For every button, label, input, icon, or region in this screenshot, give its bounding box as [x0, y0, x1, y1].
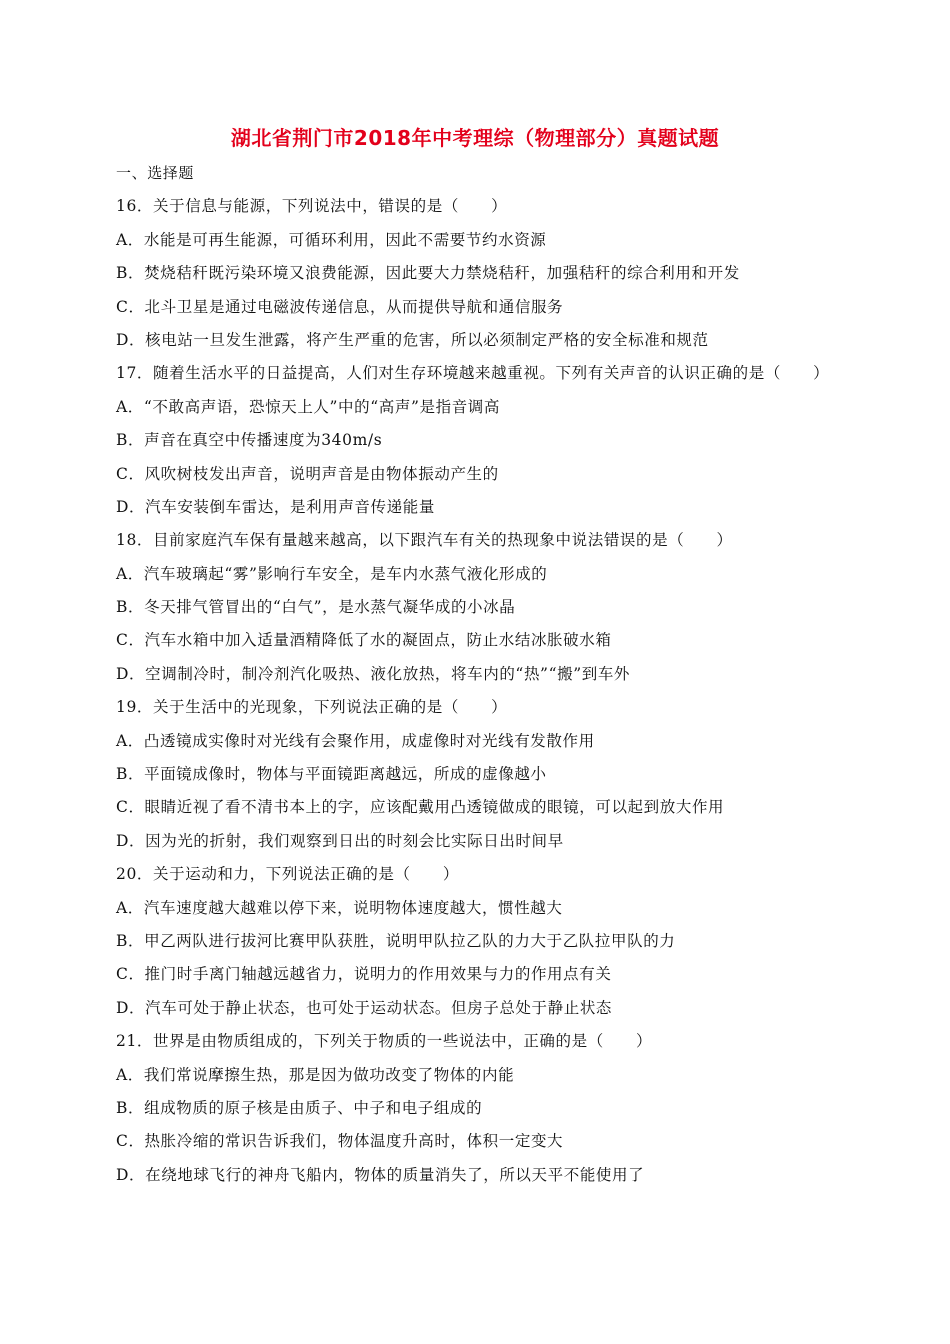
- option-c: C．眼睛近视了看不清书本上的字，应该配戴用凸透镜做成的眼镜，可以起到放大作用: [116, 798, 725, 817]
- question-18: [116, 528, 856, 695]
- question-19: [116, 695, 856, 862]
- option-b: B．平面镜成像时，物体与平面镜距离越远，所成的虚像越小: [116, 765, 547, 784]
- option-a: A．水能是可再生能源，可循环利用，因此不需要节约水资源: [116, 230, 547, 249]
- question-stem: 19．关于生活中的光现象，下列说法正确的是（ ）: [116, 698, 508, 717]
- question-stem: 18．目前家庭汽车保有量越来越高，以下跟汽车有关的热现象中说法错误的是（ ）: [116, 531, 733, 550]
- question-stem: 21．世界是由物质组成的，下列关于物质的一些说法中，正确的是（ ）: [116, 1032, 653, 1051]
- option-c: C．北斗卫星是通过电磁波传递信息，从而提供导航和通信服务: [116, 297, 564, 316]
- option-d: D．汽车安装倒车雷达，是利用声音传递能量: [116, 497, 435, 516]
- option-b: B．组成物质的原子核是由质子、中子和电子组成的: [116, 1098, 483, 1117]
- option-b: B．甲乙两队进行拔河比赛甲队获胜，说明甲队拉乙队的力大于乙队拉甲队的力: [116, 931, 676, 950]
- option-b: B．焚烧秸秆既污染环境又浪费能源，因此要大力禁烧秸秆，加强秸秆的综合利用和开发: [116, 264, 740, 283]
- option-c: C．风吹树枝发出声音，说明声音是由物体振动产生的: [116, 464, 499, 483]
- option-a: A．汽车玻璃起“雾”影响行车安全，是车内水蒸气液化形成的: [116, 564, 548, 583]
- question-16: [116, 194, 856, 361]
- option-c: C．推门时手离门轴越远越省力，说明力的作用效果与力的作用点有关: [116, 965, 612, 984]
- option-a: A．我们常说摩擦生热，那是因为做功改变了物体的内能: [116, 1065, 515, 1084]
- option-d: D．核电站一旦发生泄露，将产生严重的危害，所以必须制定严格的安全标准和规范: [116, 330, 709, 349]
- question-20: [116, 862, 856, 1029]
- option-a: A．凸透镜成实像时对光线有会聚作用，成虚像时对光线有发散作用: [116, 731, 595, 750]
- question-stem: 20．关于运动和力，下列说法正确的是（ ）: [116, 865, 459, 884]
- document-title: 湖北省荆门市2018年中考理综（物理部分）真题试题: [230, 126, 720, 150]
- document-body: [116, 161, 856, 1196]
- question-stem: 16．关于信息与能源，下列说法中，错误的是（ ）: [116, 197, 508, 216]
- option-d: D．在绕地球飞行的神舟飞船内，物体的质量消失了，所以天平不能使用了: [116, 1165, 645, 1184]
- section-heading: 一、选择题: [116, 164, 195, 182]
- option-d: D．空调制冷时，制冷剂汽化吸热、液化放热，将车内的“热”“搬”到车外: [116, 664, 631, 683]
- option-d: D．汽车可处于静止状态，也可处于运动状态。但房子总处于静止状态: [116, 998, 613, 1017]
- option-a: A．汽车速度越大越难以停下来，说明物体速度越大，惯性越大: [116, 898, 563, 917]
- question-stem: 17．随着生活水平的日益提高，人们对生存环境越来越重视。下列有关声音的认识正确的是（ ）: [116, 364, 830, 383]
- question-21: [116, 1029, 856, 1196]
- option-a: A．“不敢高声语，恐惊天上人”中的“高声”是指音调高: [116, 397, 500, 416]
- option-d: D．因为光的折射，我们观察到日出的时刻会比实际日出时间早: [116, 831, 564, 850]
- option-b: B．冬天排气管冒出的“白气”，是水蒸气凝华成的小冰晶: [116, 598, 516, 617]
- question-17: [116, 361, 856, 528]
- option-c: C．热胀冷缩的常识告诉我们，物体温度升高时，体积一定变大: [116, 1132, 564, 1151]
- option-b: B．声音在真空中传播速度为340m/s: [116, 431, 383, 450]
- option-c: C．汽车水箱中加入适量酒精降低了水的凝固点，防止水结冰胀破水箱: [116, 631, 612, 650]
